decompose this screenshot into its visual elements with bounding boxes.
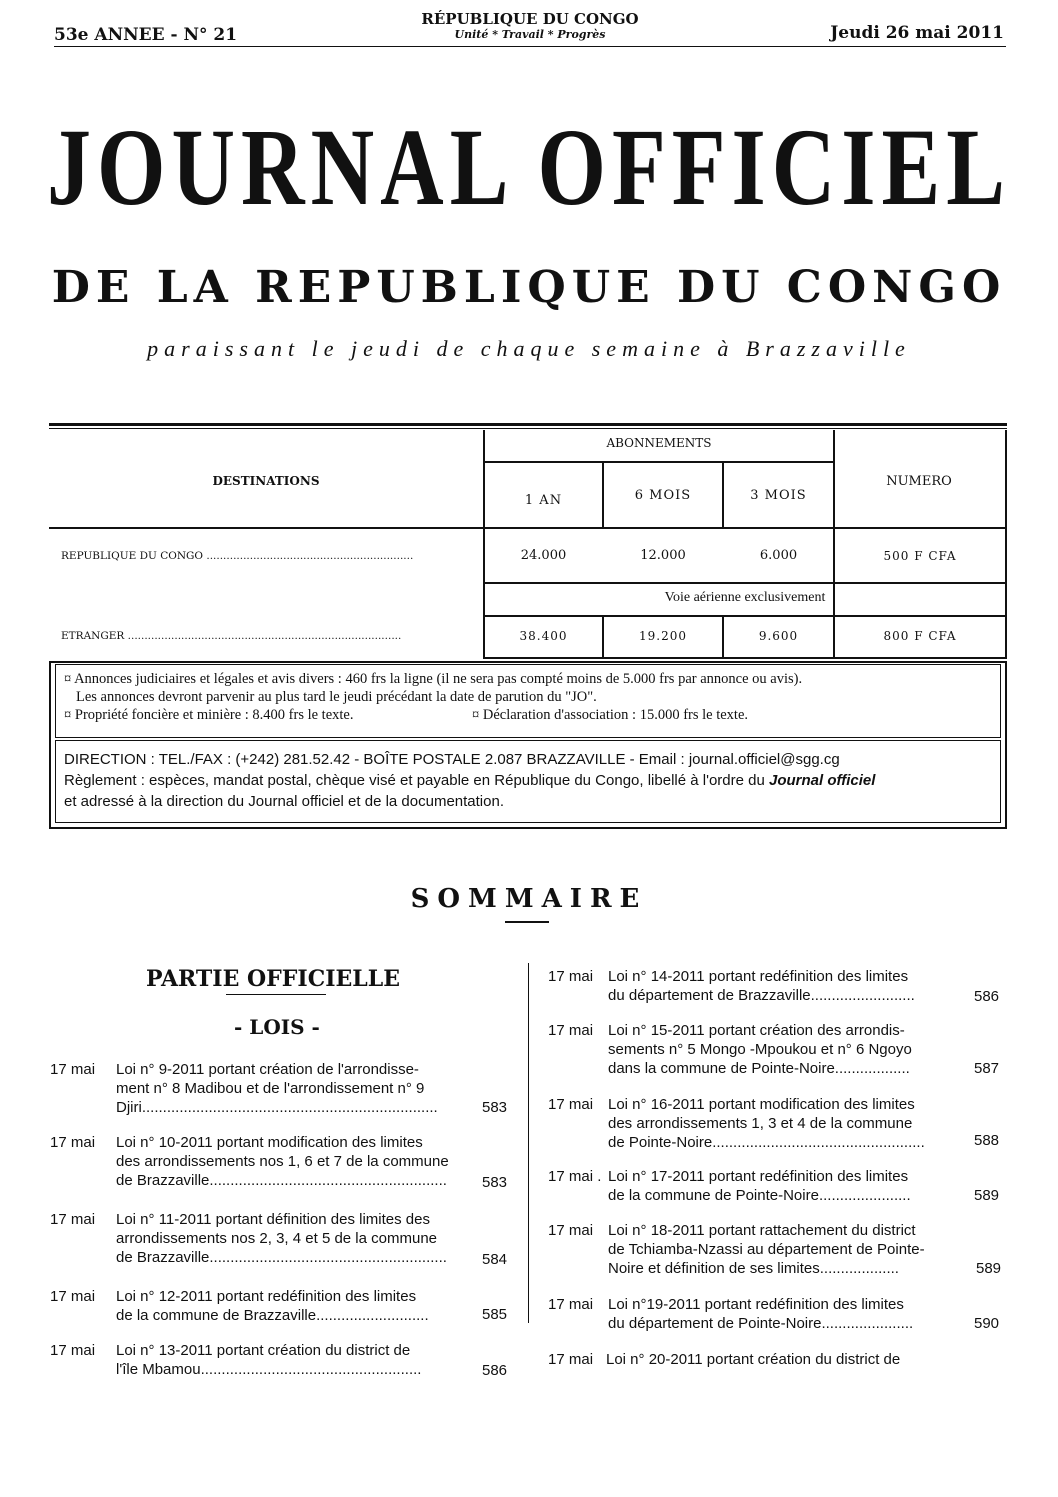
toc-entry-date: 17 mai [50, 1061, 96, 1078]
row-congo-1an: 24.000 [520, 548, 567, 563]
notice-association: ¤ Déclaration d'association : 15.000 frs le texte. [472, 707, 749, 723]
toc-entry-text: Loi n° 13-2011 portant création du district de l'île Mbamou..................................................... [116, 1342, 422, 1378]
header-country: RÉPUBLIQUE DU CONGO [421, 10, 639, 28]
notice-line-annonces: ¤ Annonces judiciaires et légales et avis divers : 460 frs la ligne (il ne sera pas compté moins de 5.000 frs par annonce ou avis). [64, 671, 803, 687]
header-country-block [380, 10, 680, 41]
toc-entry-page: 590 [974, 1315, 1000, 1332]
toc-entry-page: 588 [974, 1132, 1000, 1149]
toc-entry-text: Loi n° 10-2011 portant modification des limites des arrondissements nos 1, 6 et 7 de la commune de Brazzaville......................................................... [116, 1134, 449, 1189]
toc-entry-text: Loi n° 18-2011 portant rattachement du district de Tchiamba-Nzassi au département de Pointe- Noire et définition de ses limites................... [608, 1222, 925, 1277]
sommaire-title: SOMMAIRE [410, 884, 648, 914]
toc-entry-text: Loi n° 20-2011 portant création du district de [606, 1351, 901, 1368]
direction-notice [55, 740, 1001, 823]
toc-entry-text: Loi n° 14-2011 portant redéfinition des limites du département de Brazzaville......................... [608, 968, 915, 1004]
toc-entry-date: 17 mai [50, 1134, 96, 1151]
toc-entry-text: Loi n° 15-2011 portant création des arrondis- sements n° 5 Mongo -Mpoukou et n° 6 Ngoyo dans la commune de Pointe-Noire.................. [608, 1022, 912, 1077]
row-congo-6mois: 12.000 [640, 548, 686, 563]
toc-entry-page: 584 [482, 1251, 508, 1268]
toc-entry-date: 17 mai [548, 1096, 594, 1113]
toc-entry-text: Loi n° 11-2011 portant définition des limites des arrondissements nos 2, 3, 4 et 5 de la commune de Brazzaville......................................................... [116, 1211, 447, 1266]
row-etranger-destination: ETRANGER .................................................................................. [61, 630, 402, 642]
toc-entry-page: 583 [482, 1174, 508, 1191]
period-3mois: 3 MOIS [750, 488, 807, 503]
row-etranger-numero: 800 F CFA [883, 629, 957, 643]
toc-entry-text: Loi n° 9-2011 portant création de l'arrondisse- ment n° 8 Madibou et de l'arrondissement n° 9 Djiri....................................................................... [116, 1061, 438, 1116]
air-note: Voie aérienne exclusivement [664, 590, 826, 605]
table-vline [833, 430, 835, 659]
header-motto: Unité * Travail * Progrès [454, 28, 606, 41]
row-etranger-1an: 38.400 [519, 629, 568, 643]
journal-officiel-name: Journal officiel [769, 772, 876, 789]
row-congo-numero: 500 F CFA [883, 549, 957, 563]
table-hline [483, 615, 1007, 617]
toc-entry-date: 17 mai [50, 1342, 96, 1359]
header-rule [54, 46, 1006, 47]
table-hline [483, 582, 1007, 584]
subscription-table [49, 423, 1007, 662]
table-vline [483, 430, 485, 659]
toc-entry-date: 17 mai . [548, 1168, 602, 1185]
table-hline [483, 657, 1007, 659]
masthead-title: JOURNAL OFFICIEL [47, 107, 1011, 229]
toc-entry-page: 589 [976, 1260, 1002, 1277]
partie-officielle-heading: PARTIE OFFICIELLE [146, 966, 400, 992]
toc-entry-text: Loi n° 12-2011 portant redéfinition des limites de la commune de Brazzaville........................... [116, 1288, 429, 1324]
period-1an: 1 AN [524, 493, 563, 508]
toc-entry-page: 587 [974, 1060, 1000, 1077]
toc-entry-date: 17 mai [548, 1222, 594, 1239]
toc-entry-date: 17 mai [548, 1351, 594, 1368]
lois-heading: - LOIS - [234, 1015, 320, 1039]
toc-entry-date: 17 mai [50, 1288, 96, 1305]
reglement-text: Règlement : espèces, mandat postal, chèque visé et payable en République du Congo, libellé à l'ordre du [64, 772, 769, 789]
toc-entry-page: 585 [482, 1306, 508, 1323]
period-6mois: 6 MOIS [634, 488, 692, 503]
table-hline [49, 527, 1007, 529]
partie-rule [226, 994, 326, 995]
row-congo-destination: REPUBLIQUE DU CONGO .............................................................. [61, 550, 414, 562]
toc-entry-date: 17 mai [50, 1211, 96, 1228]
table-top-rule [49, 428, 1007, 429]
masthead-tagline: paraissant le jeudi de chaque semaine à Brazzaville [147, 336, 911, 361]
direction-contact: DIRECTION : TEL./FAX : (+242) 281.52.42 - BOÎTE POSTALE 2.087 BRAZZAVILLE - Email : journal.officiel@sgg.cg [64, 751, 840, 768]
direction-reglement [64, 770, 992, 791]
masthead-subtitle: DE LA REPUBLIQUE DU CONGO [51, 262, 1007, 313]
toc-entry-date: 17 mai [548, 1022, 594, 1039]
row-etranger-6mois: 19.200 [639, 629, 687, 643]
row-congo-3mois: 6.000 [759, 548, 798, 563]
toc-entry-page: 586 [482, 1362, 508, 1379]
issue-date: Jeudi 26 mai 2011 [830, 23, 1004, 43]
direction-adresse: et adressé à la direction du Journal officiel et de la documentation. [64, 793, 504, 810]
row-etranger-3mois: 9.600 [758, 629, 799, 643]
toc-entry-text: Loi n° 17-2011 portant redéfinition des limites de la commune de Pointe-Noire...................... [608, 1168, 911, 1204]
notice-line-delai: Les annonces devront parvenir au plus tard le jeudi précédant la date de parution du "JO". [76, 689, 597, 705]
abonnements-header: ABONNEMENTS [606, 436, 712, 450]
toc-entry-text: Loi n° 16-2011 portant modification des limites des arrondissements 1, 3 et 4 de la commune de Pointe-Noire................................................... [608, 1096, 925, 1151]
notice-line-tarifs [64, 706, 992, 724]
issue-number: 53e ANNEE - N° 21 [54, 25, 238, 45]
toc-entry-page: 583 [482, 1099, 508, 1116]
toc-entry-text: Loi n°19-2011 portant redéfinition des limites du département de Pointe-Noire...................... [608, 1296, 914, 1332]
toc-entry-page: 589 [974, 1187, 1000, 1204]
toc-entry-date: 17 mai [548, 968, 594, 985]
notice-propriete: ¤ Propriété foncière et minière : 8.400 frs le texte. [64, 707, 354, 723]
column-divider [528, 963, 529, 1323]
table-vline [1005, 430, 1007, 659]
sommaire-rule [505, 921, 549, 923]
destinations-header: DESTINATIONS [212, 474, 320, 488]
toc-entry-date: 17 mai [548, 1296, 594, 1313]
table-hline [483, 461, 833, 463]
toc-entry-page: 586 [974, 988, 1000, 1005]
tariff-notice [55, 664, 1001, 738]
numero-header: NUMERO [886, 474, 952, 489]
